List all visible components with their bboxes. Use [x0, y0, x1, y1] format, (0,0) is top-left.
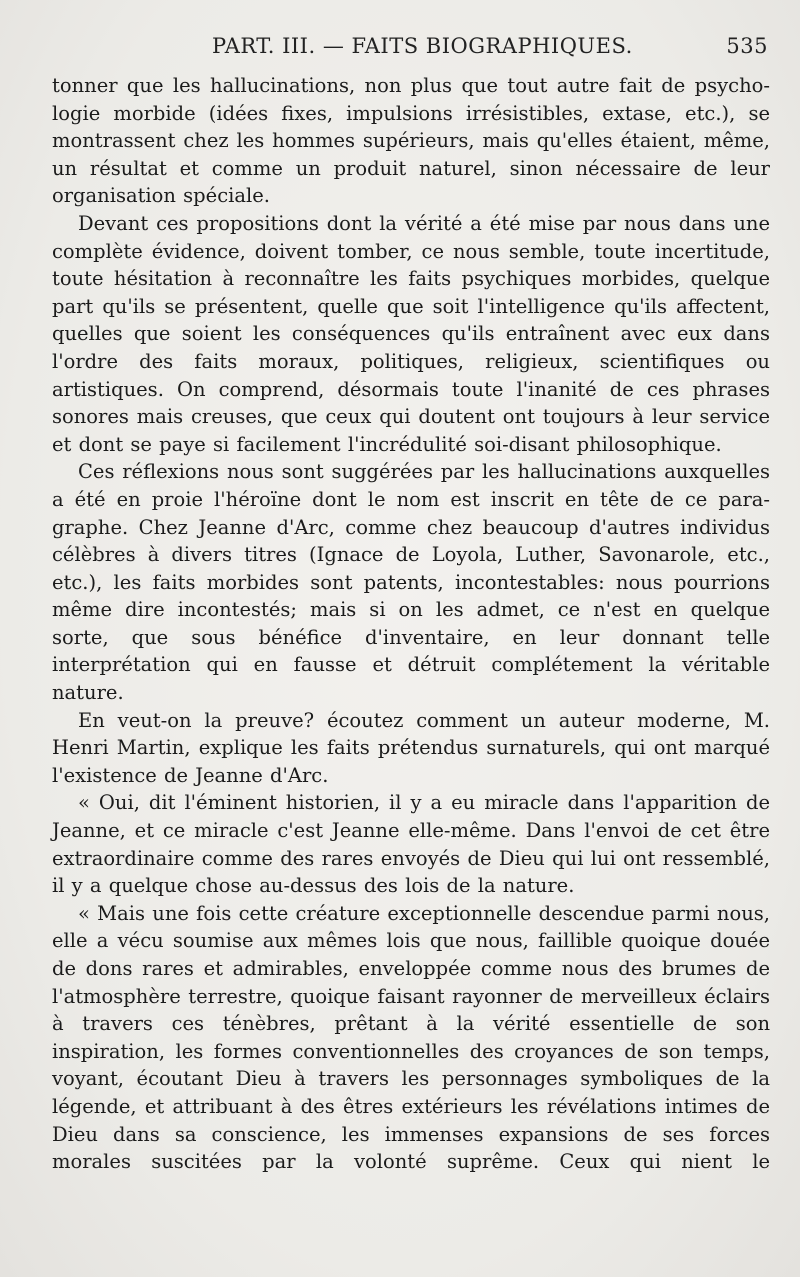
body-text	[52, 72, 770, 1176]
quote-paragraph: « Oui, dit l'éminent historien, il y a eu miracle dans l'apparition de Jeanne, et ce miracle c'est Jeanne elle-même. Dans l'envoi de cet être extraordinaire comme des rares envoyés de Dieu qui lui ont ressemblé, il y a quelque chose au-dessus des lois de la nature.	[52, 791, 770, 898]
quote-paragraph: « Mais une fois cette créature exceptionnelle descendue parmi nous, elle a vécu soumise aux mêmes lois que nous, faillible quoique douée de dons rares et admirables, enveloppée comme nous des brumes de l'atmosphère terrestre, quoique faisant rayonner de merveilleux éclairs à travers ces ténèbres, prêtant à la vérité essentielle de son inspiration, les formes conventionnelles des croyances de son temps, voyant, écoutant Dieu à travers les personnages symboliques de la légende, et attribuant à des êtres extérieurs les révélations intimes de Dieu dans sa conscience, les immenses expansions de ses forces morales suscitées par la volonté suprême. Ceux qui nient le	[52, 901, 770, 1174]
paragraph: Devant ces propositions dont la vérité a été mise par nous dans une complète évidence, doivent tomber, ce nous semble, toute incertitude, toute hésitation à reconnaître les faits psychiques morbides, quelque part qu'ils se présentent, quelle que soit l'intelligence qu'ils affectent, quelles que soient les conséquences qu'ils entraînent avec eux dans l'ordre des faits moraux, politiques, religieux, scientifiques ou artistiques. On comprend, désormais toute l'inanité de ces phrases sonores mais creuses, que ceux qui doutent ont toujours à leur service et dont se paye si facilement l'incrédulité soi-disant philosophique.	[52, 211, 770, 456]
page-number: 535	[726, 34, 768, 58]
page-header	[52, 34, 770, 70]
paragraph: Ces réflexions nous sont suggérées par les hallucinations auxquelles a été en proie l'héroïne dont le nom est inscrit en tête de ce paragraphe. Chez Jeanne d'Arc, comme chez beaucoup d'autres individus célèbres à divers titres (Ignace de Loyola, Luther, Savonarole, etc., etc.), les faits morbides sont patents, incontestables: nous pourrions même dire incontestés; mais si on les admet, ce n'est en quelque sorte, que sous bénéfice d'inventaire, en leur donnant telle interprétation qui en fausse et détruit complétement la véritable nature.	[52, 460, 770, 705]
paragraph-continuation: tonner que les hallucinations, non plus que tout autre fait de psychologie morbide (idées fixes, impulsions irrésistibles, extase, etc.), se montrassent chez les hommes supérieurs, mais qu'elles étaient, même, un résultat et comme un produit naturel, sinon nécessaire de leur organisation spéciale.	[52, 74, 770, 208]
running-title: PART. III. — FAITS BIOGRAPHIQUES.	[212, 34, 633, 58]
paragraph: En veut-on la preuve? écoutez comment un auteur moderne, M. Henri Martin, explique les faits prétendus surnaturels, qui ont marqué l'existence de Jeanne d'Arc.	[52, 708, 770, 787]
